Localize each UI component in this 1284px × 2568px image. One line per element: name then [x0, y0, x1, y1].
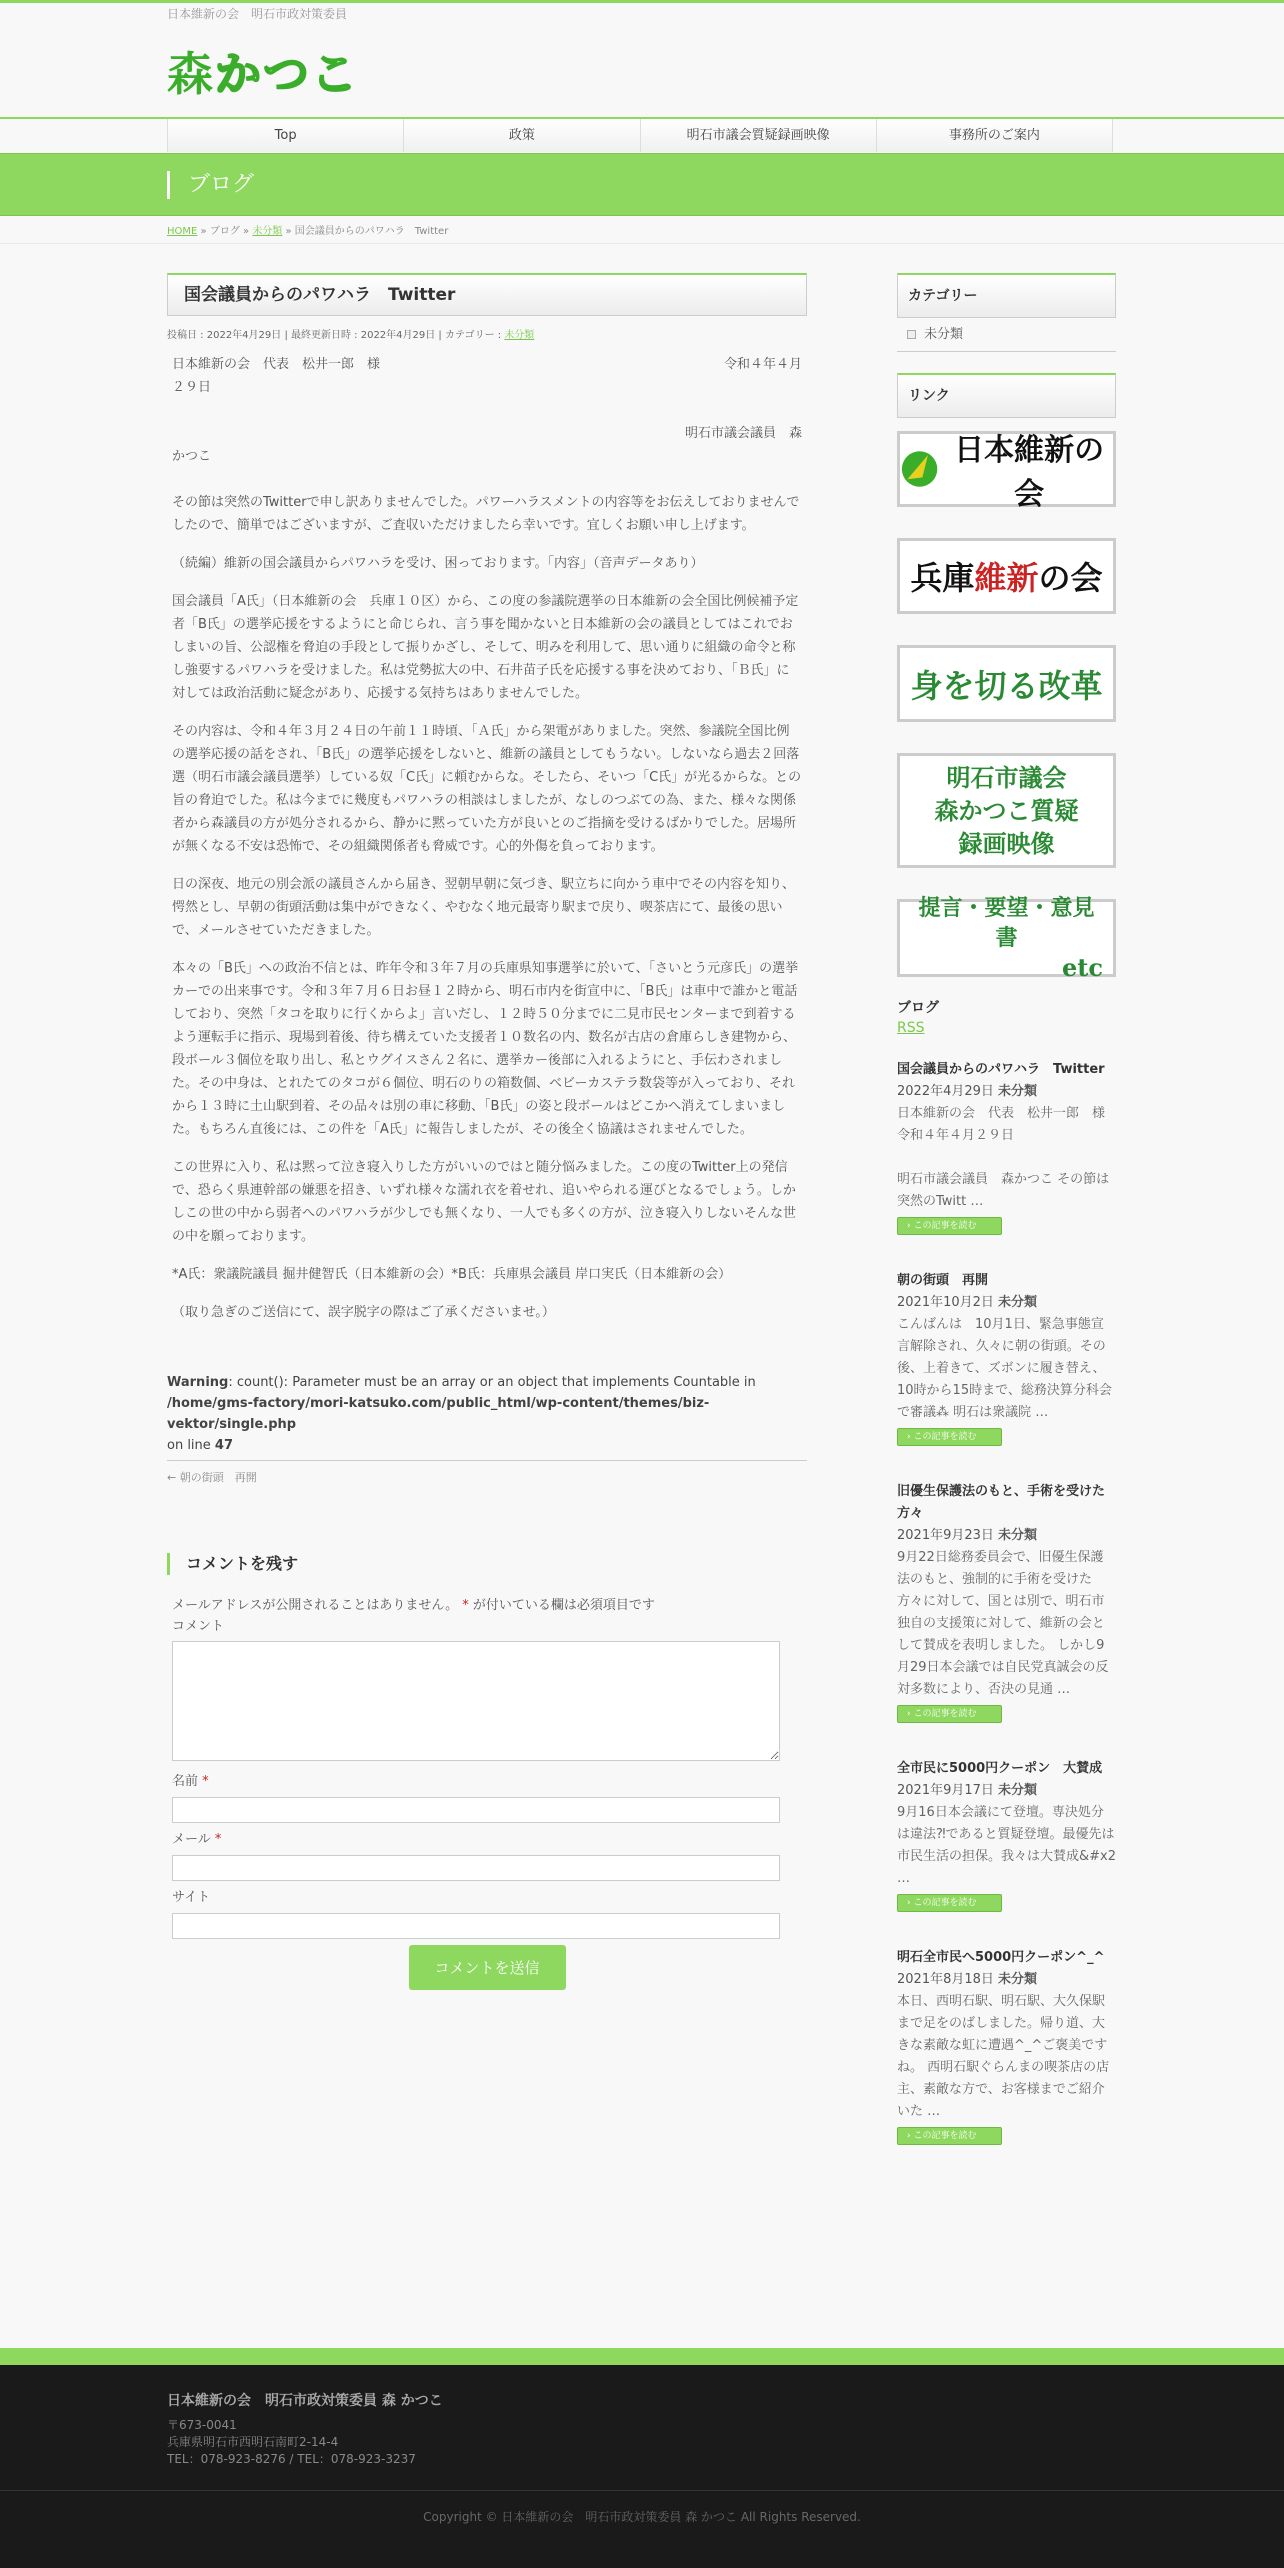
banner-video[interactable] — [897, 753, 1116, 868]
breadcrumb-sep: » — [282, 226, 295, 237]
comment-notes-a: メールアドレスが公開されることはありません。 — [172, 1598, 459, 1613]
php-warning — [167, 1372, 807, 1456]
warning-text: : count(): Parameter must be an array or an object that implements Countable in — [228, 1375, 756, 1390]
post-date-head: 令和４年４月 — [723, 357, 802, 372]
post-sender-cont: かつこ — [172, 449, 212, 464]
footer-divider — [0, 2490, 1284, 2491]
news-category: 未分類 — [998, 1783, 1038, 1798]
name-label — [172, 1771, 802, 1792]
news-excerpt: 本日、西明石駅、明石駅、大久保駅まで足をのばしました。帰り道、大きな素敵な虹に遭遇^_^ご褒美ですね。 西明石駅ぐらんまの喫茶店の店主、素敵な方で、お客様までご紹介いた … — [897, 1994, 1110, 2119]
name-input[interactable] — [172, 1797, 780, 1823]
breadcrumb-divider — [0, 243, 1284, 244]
sidebar — [897, 273, 1116, 2145]
news-date — [897, 1969, 1116, 1991]
required-star: * — [458, 1598, 473, 1613]
banner-ishin-text: 日本維新の会 — [954, 433, 1105, 512]
read-more-button[interactable] — [897, 1428, 1002, 1446]
name-label-text: 名前 — [172, 1774, 199, 1789]
news-category: 未分類 — [998, 1528, 1038, 1543]
footer-street: 兵庫県明石市西明石南町2-14-4 — [167, 2435, 339, 2449]
footer-tel: TEL：078-923-8276 / TEL：078-923-3237 — [167, 2452, 416, 2466]
logo-kana: かつこ — [215, 47, 359, 101]
news-date-text: 2021年9月23日 — [897, 1528, 994, 1543]
global-nav — [167, 119, 1113, 152]
news-date — [897, 1525, 1116, 1547]
site-input[interactable] — [172, 1913, 780, 1939]
read-more-label: この記事を読む — [913, 1221, 977, 1231]
news-date — [897, 1292, 1116, 1314]
post-body — [167, 353, 807, 1324]
read-more-label: この記事を読む — [913, 1709, 977, 1719]
post-paragraph-7: この世界に入り、私は黙って泣き寝入りした方がいいのではと随分悩みました。この度のTwitter上の発信で、恐らく県連幹部の嫌悪を招き、いずれ様々な濡れ衣を着せれ、追いやられる運びとなるでしょう。しかしこの世の中から弱者へのパワハラが少しでも無くなり、一人でも多くの方が、泣き寝入りしないそんな世の中を願っております。 — [172, 1160, 797, 1244]
logo-kanji: 森 — [167, 47, 215, 101]
news-title[interactable]: 明石全市民へ5000円クーポン^_^ — [897, 1950, 1105, 1965]
nav-item-top[interactable]: Top — [168, 119, 404, 152]
footer-accent-bar — [0, 2348, 1284, 2365]
warning-label: Warning — [167, 1375, 229, 1390]
news-date-text: 2022年4月29日 — [897, 1084, 994, 1099]
email-label — [172, 1829, 802, 1850]
arrow-icon: › — [907, 1221, 911, 1231]
news-title[interactable]: 旧優生保護法のもと、手術を受けた方々 — [897, 1484, 1106, 1521]
arrow-icon: › — [907, 2131, 911, 2141]
news-category: 未分類 — [998, 1084, 1038, 1099]
comment-label: コメント — [172, 1619, 225, 1634]
footer-site-name: 日本維新の会 明石市政対策委員 森 かつこ — [167, 2393, 443, 2409]
banner-hyogo-c: の会 — [1038, 559, 1103, 597]
comment-notes-b: が付いている欄は必須項目です — [472, 1598, 655, 1613]
category-item[interactable] — [897, 318, 1116, 352]
post-paragraph-8: *A氏：衆議院議員 掘井健智氏（日本維新の会）*B氏：兵庫県会議員 岸口実氏（日本維新の会） — [172, 1267, 732, 1282]
breadcrumb-category[interactable]: 未分類 — [252, 226, 283, 237]
comment-notes — [172, 1594, 802, 1613]
read-more-button[interactable] — [897, 1705, 1002, 1723]
footer-address — [167, 2417, 416, 2468]
comment-heading: コメントを残す — [167, 1553, 807, 1575]
breadcrumb — [167, 222, 448, 237]
page-hero — [0, 153, 1284, 216]
news-excerpt: こんばんは 10月1日、緊急事態宣言解除され、久々に朝の街頭。その後、上着きて、ズボンに履き替え、10時から15時まで、総務決算分科会で審議⁂ 明石は衆議院 … — [897, 1317, 1112, 1420]
breadcrumb-sep: » — [197, 226, 210, 237]
news-excerpt: 9月22日総務委員会で、旧優生保護法のもと、強制的に手術を受けた方々に対して、国とは別で、明石市独自の支援策に対して、維新の会として賛成を表明しました。 しかし9月29日本会議では自民党真誠会の反対多数により、否決の見通 … — [897, 1550, 1109, 1697]
ishin-logo-icon — [900, 448, 939, 490]
top-accent-line — [0, 0, 1284, 3]
read-more-label: この記事を読む — [913, 1432, 977, 1442]
post-paragraph-6: 本々の「B氏」への政治不信とは、昨年令和３年７月の兵庫県知事選挙に於いて、「さいとう元彦氏」の選挙カーでの出来事です。令和３年７月６日お昼１２時から、明石市内を街宣中に、「B氏」は車中で誰かと電話しており、突然「タコを取りに行くからよ」言いだし、１２時５０分までに二見市民センターまで到着するよう運転手に指示、現場到着後、待ち構えていた支援者１０数名の内、数名が古店の倉庫らしき建物から、段ボール３個位を取り出し、私とウグイスさん２名に、選挙カー後部に入れるようにと、手伝わされました。その中身は、とれたてのタコが６個位、明石のりの箱数個、ベビーカステラ数袋等が入っており、それから１３時に土山駅到着、その品々は別の車に移動、「B氏」の姿と段ボールはどこかへ消えてしまいました。もちろん直後には、この件を「A氏」に報告しましたが、その後全く協議はされませんでした。 — [172, 961, 799, 1137]
warning-on: on line — [167, 1438, 215, 1453]
post-meta — [167, 326, 807, 341]
banner-video-line1: 明石市議会 — [946, 763, 1067, 792]
breadcrumb-blog: ブログ — [209, 226, 240, 237]
news-item — [897, 1758, 1116, 1912]
banner-reform[interactable]: 身を切る改革 — [897, 645, 1116, 722]
news-item — [897, 1481, 1116, 1723]
required-star: * — [214, 1832, 222, 1847]
post-category-link[interactable]: 未分類 — [504, 330, 535, 341]
required-star: * — [202, 1774, 209, 1789]
banner-proposals[interactable] — [897, 895, 1116, 982]
prev-post-link[interactable]: ← 朝の街頭 再開 — [167, 1460, 807, 1485]
arrow-icon: › — [907, 1709, 911, 1719]
comment-textarea[interactable] — [172, 1641, 780, 1761]
warning-line: 47 — [214, 1438, 234, 1453]
read-more-label: この記事を読む — [913, 2131, 977, 2141]
read-more-button[interactable] — [897, 2127, 1002, 2145]
news-date-text: 2021年9月17日 — [897, 1783, 994, 1798]
category-heading: カテゴリー — [897, 273, 1116, 318]
comment-form — [167, 1594, 807, 1990]
news-excerpt: 日本維新の会 代表 松井一郎 様 令和４年４月２９日 明石市議会議員 森かつこ その節は突然のTwitt … — [897, 1106, 1110, 1209]
banner-hyogo-a: 兵庫 — [910, 559, 975, 597]
main-content — [167, 273, 807, 1990]
post-paragraph-3: 国会議員「A氏」（日本維新の会 兵庫１０区）から、この度の参議院選挙の日本維新の会全国比例候補予定者「B氏」の選挙応援をするようにと命じられ、言う事を聞かないと日本維新の会の議員としてはこれでおしまいの旨、公認権を脅迫の手段として振りかざし、そして、明みを利用して、思い通りに組織の命令と称し強要するパワハラを受けました。私は党勢拡大の中、石井苗子氏を応援する事を決めており、「Ｂ氏」に対しては政治活動に疑念があり、応援する気持ちはありませんでした。 — [172, 594, 799, 701]
post-addressee: 日本維新の会 代表 松井一郎 様 — [172, 357, 381, 372]
read-more-label: この記事を読む — [913, 1898, 977, 1908]
email-label-text: メール — [172, 1832, 211, 1847]
banner-video-line3: 録画映像 — [958, 829, 1055, 858]
submit-comment-button[interactable]: コメントを送信 — [409, 1945, 566, 1990]
email-input[interactable] — [172, 1855, 780, 1881]
post-date-cont: ２９日 — [172, 380, 212, 395]
nav-item-policy[interactable]: 政策 — [404, 119, 640, 152]
news-category: 未分類 — [998, 1972, 1038, 1987]
arrow-icon: › — [907, 1898, 911, 1908]
post-paragraph-4: その内容は、令和４年３月２４日の午前１１時頃、「Ａ氏」から架電がありました。突然、参議院全国比例の選挙応援の話をされ、「B氏」の選挙応援をしないと、維新の議員としてもうない。しないなら過去２回落選（明石市議会議員選挙）している奴「C氏」に頼むからな。そしたら、そいつ「C氏」が光るからな。との旨の脅迫でした。私は今までに幾度もパワハラの相談はしましたが、なしのつぶての為、また、様々な関係者から森議員の方が処分されるから、静かに黙っていた方が良いとのご指摘を受けるばかりでした。居場所が無くなる不安は恐怖で、その組織関係者も脅威です。心的外傷を負っております。 — [172, 724, 802, 854]
news-date-text: 2021年8月18日 — [897, 1972, 994, 1987]
news-title[interactable]: 国会議員からのパワハラ Twitter — [897, 1062, 1105, 1077]
news-item — [897, 1270, 1116, 1446]
banner-video-line2: 森かつこ質疑 — [934, 796, 1079, 825]
blog-label: ブログ — [897, 1000, 939, 1016]
banner-ishin[interactable] — [897, 431, 1116, 512]
category-item-label: 未分類 — [924, 326, 964, 342]
post-sender: 明石市議会議員 森 — [684, 426, 802, 441]
read-more-button[interactable] — [897, 1894, 1002, 1912]
post-address-row — [172, 353, 802, 376]
site-logo[interactable] — [167, 42, 359, 100]
news-item — [897, 1059, 1116, 1235]
copyright: Copyright © 日本維新の会 明石市政対策委員 森 かつこ All Rights Reserved. — [423, 2510, 861, 2524]
square-bullet-icon — [907, 330, 916, 339]
nav-item-office[interactable]: 事務所のご案内 — [877, 119, 1113, 152]
news-category: 未分類 — [998, 1295, 1038, 1310]
breadcrumb-current: 国会議員からのパワハラ Twitter — [294, 226, 449, 237]
post-meta-text: 投稿日 : 2022年4月29日 | 最終更新日時 : 2022年4月29日 | カテゴリー : — [167, 330, 505, 341]
links-heading: リンク — [897, 373, 1116, 418]
post-paragraph-1: その節は突然のTwitterで申し訳ありませんでした。パワーハラスメントの内容等をお伝えしておりませんでしたので、簡単ではございますが、ご査収いただけましたら幸いです。宜しくお願い申し上げます。 — [172, 495, 800, 533]
news-item — [897, 1947, 1116, 2145]
warning-path: /home/gms-factory/mori-katsuko.com/public_html/wp-content/themes/biz-vektor/single.php — [167, 1396, 710, 1432]
news-title[interactable]: 全市民に5000円クーポン 大賛成 — [897, 1761, 1103, 1776]
banner-proposals-line2: etc — [1062, 953, 1103, 982]
post-paragraph-2: （続編）維新の国会議員からパワハラを受け、困っております。「内容」（音声データあり） — [172, 556, 704, 571]
site-description: 日本維新の会 明石市政対策委員 — [167, 7, 348, 21]
site-label: サイト — [172, 1890, 211, 1905]
rss-link[interactable]: RSS — [897, 1020, 925, 1036]
arrow-icon: › — [907, 1432, 911, 1442]
news-date-text: 2021年10月2日 — [897, 1295, 994, 1310]
post-paragraph-5: 日の深夜、地元の別会派の議員さんから届き、翌朝早朝に気づき、駅立ちに向かう車中でその内容を知り、愕然とし、早朝の街頭活動は集中ができなく、やむなく地元最寄り駅まで戻り、喫茶店にて、最後の思いで、メールさせていただきました。 — [172, 877, 795, 938]
news-excerpt: 9月16日本会議にて登壇。専決処分は違法⁈であると質疑登壇。最優先は市民生活の担保。我々は大賛成&#x2 … — [897, 1805, 1116, 1886]
news-title[interactable]: 朝の街頭 再開 — [897, 1273, 989, 1288]
footer-zip: 〒673-0041 — [167, 2418, 237, 2432]
breadcrumb-home[interactable]: HOME — [167, 226, 198, 237]
banner-hyogo-ishin[interactable] — [897, 538, 1116, 614]
nav-item-video[interactable]: 明石市議会質疑録画映像 — [641, 119, 877, 152]
news-date — [897, 1780, 1116, 1802]
banner-hyogo-b: 維新 — [974, 559, 1039, 597]
post-paragraph-9: （取り急ぎのご送信にて、誤字脱字の際はご了承くださいませ。） — [172, 1305, 555, 1320]
news-date — [897, 1081, 1116, 1103]
breadcrumb-sep: » — [239, 226, 253, 237]
post-title: 国会議員からのパワハラ Twitter — [167, 273, 807, 316]
banner-proposals-line1: 提言・要望・意見書 — [918, 895, 1095, 951]
hero-title: ブログ — [167, 171, 254, 199]
read-more-button[interactable] — [897, 1217, 1002, 1235]
